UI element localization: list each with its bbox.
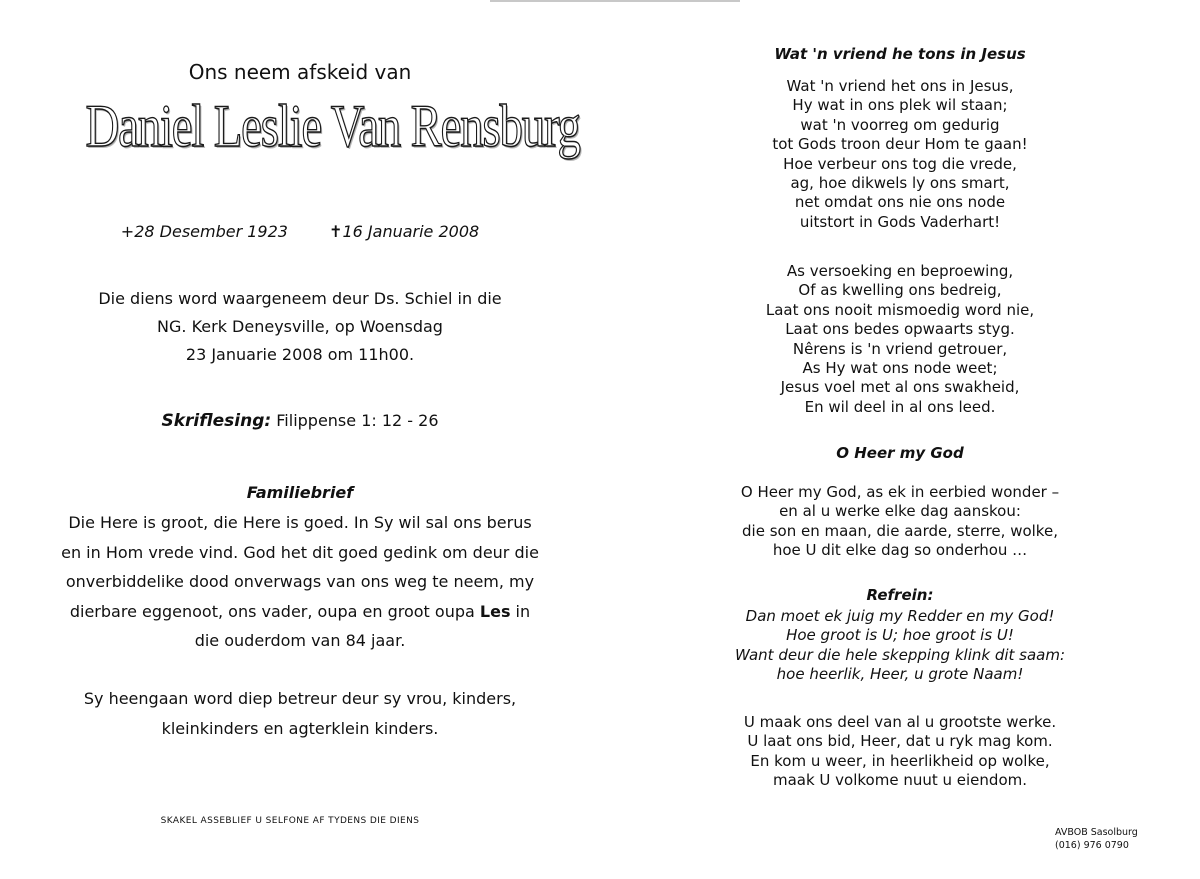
refrain-line: Dan moet ek juig my Redder en my God!: [745, 607, 1055, 625]
verse-line: tot Gods troon deur Hom te gaan!: [772, 135, 1028, 154]
mourn-line: Sy heengaan word diep betreur deur sy vrou, kinders,: [83, 689, 517, 708]
verse-line: Jesus voel met al ons swakheid,: [780, 378, 1020, 397]
verse-line: Nêrens is 'n vriend getrouer,: [792, 339, 1008, 358]
hymn1-verse1: [680, 77, 1120, 232]
verse-line: hoe U dit elke dag so onderhou …: [772, 541, 1028, 560]
verse-line: As versoeking en beproewing,: [786, 262, 1014, 280]
verse-line: En kom u weer, in heerlikheid op wolke,: [750, 751, 1050, 770]
hymn2-verse1: [680, 483, 1120, 561]
verse-line: en al u werke elke dag aanskou:: [779, 502, 1021, 521]
letter-line: en in Hom vrede vind. God het dit goed gedink om deur die: [61, 542, 539, 562]
letter-line: Die Here is groot, die Here is goed. In Sy wil sal ons berus: [68, 513, 532, 532]
refrain-line: Hoe groot is U; hoe groot is U!: [786, 626, 1014, 645]
scripture-reading: [80, 411, 520, 431]
mourn-line: kleinkinders en agterklein kinders.: [161, 718, 439, 738]
verse-line: U maak ons deel van al u grootste werke.: [743, 713, 1057, 731]
refrain: [680, 607, 1120, 685]
hymn2-verse2: [680, 713, 1120, 791]
mourning-note: [30, 684, 570, 743]
service-details: [40, 285, 560, 369]
hymn1-title: Wat 'n vriend he tons in Jesus: [774, 45, 1026, 63]
verse-line: Hoe verbeur ons tog die vrede,: [783, 154, 1017, 173]
scripture-reference: Filippense 1: 12 - 26: [271, 411, 439, 430]
family-letter: [30, 508, 570, 656]
refrain-line: hoe heerlik, Heer, u grote Naam!: [776, 665, 1024, 684]
credit-phone: (016) 976 0790: [1055, 840, 1129, 851]
verse-line: ag, hoe dikwels ly ons smart,: [790, 174, 1010, 193]
scripture-label: Skriflesing:: [161, 411, 272, 431]
nickname: Les: [479, 601, 511, 621]
verse-line: maak U volkome nuut u eiendom.: [772, 771, 1027, 790]
refrain-title: Refrein:: [866, 586, 934, 604]
right-panel: [600, 0, 1200, 879]
verse-line: En wil deel in al ons leed.: [804, 397, 996, 416]
verse-line: As Hy wat ons node weet;: [802, 359, 998, 378]
verse-line: net omdat ons nie ons node: [794, 193, 1006, 212]
deceased-name: Daniel Leslie Van Rensburg: [85, 93, 580, 159]
verse-line: U laat ons bid, Heer, dat u ryk mag kom.: [747, 732, 1053, 751]
letter-line: dierbare eggenoot, ons vader, oupa en groot oupa Les in: [69, 601, 531, 621]
verse-line: uitstort in Gods Vaderhart!: [799, 212, 1001, 231]
dates-line: [80, 222, 520, 241]
verse-line: wat 'n voorreg om gedurig: [800, 115, 1000, 134]
hymn2-title: O Heer my God: [836, 444, 964, 462]
service-line: NG. Kerk Deneysville, op Woensdag: [157, 317, 443, 336]
verse-line: die son en maan, die aarde, sterre, wolke,: [742, 521, 1058, 540]
hymn1-verse2: [680, 262, 1120, 417]
service-line: Die diens word waargeneem deur Ds. Schiel in die: [98, 289, 502, 308]
letter-line: onverbiddelike dood onverwags van ons weg te neem, my: [65, 572, 535, 591]
birth-date: +28 Desember 1923: [120, 222, 288, 241]
familiebrief-title: Familiebrief: [246, 483, 354, 502]
verse-line: O Heer my God, as ek in eerbied wonder –: [740, 483, 1060, 501]
verse-line: Laat ons nooit mismoedig word nie,: [765, 300, 1035, 319]
verse-line: Of as kwelling ons bedreig,: [798, 281, 1002, 300]
verse-line: Wat 'n vriend het ons in Jesus,: [786, 77, 1014, 95]
verse-line: Hy wat in ons plek wil staan;: [792, 96, 1008, 115]
credit-name: AVBOB Sasolburg: [1055, 827, 1138, 838]
intro-text: Ons neem afskeid van: [188, 60, 412, 84]
funeral-home-credit: [1055, 826, 1138, 852]
refrain-line: Want deur die hele skepping klink dit saam:: [734, 645, 1066, 664]
phones-notice: SKAKEL ASSEBLIEF U SELFONE AF TYDENS DIE DIENS: [160, 816, 420, 826]
death-date: ✝16 Januarie 2008: [329, 222, 480, 241]
verse-line: Laat ons bedes opwaarts styg.: [785, 320, 1015, 339]
letter-line: die ouderdom van 84 jaar.: [194, 631, 406, 650]
service-line: 23 Januarie 2008 om 11h00.: [185, 345, 415, 364]
